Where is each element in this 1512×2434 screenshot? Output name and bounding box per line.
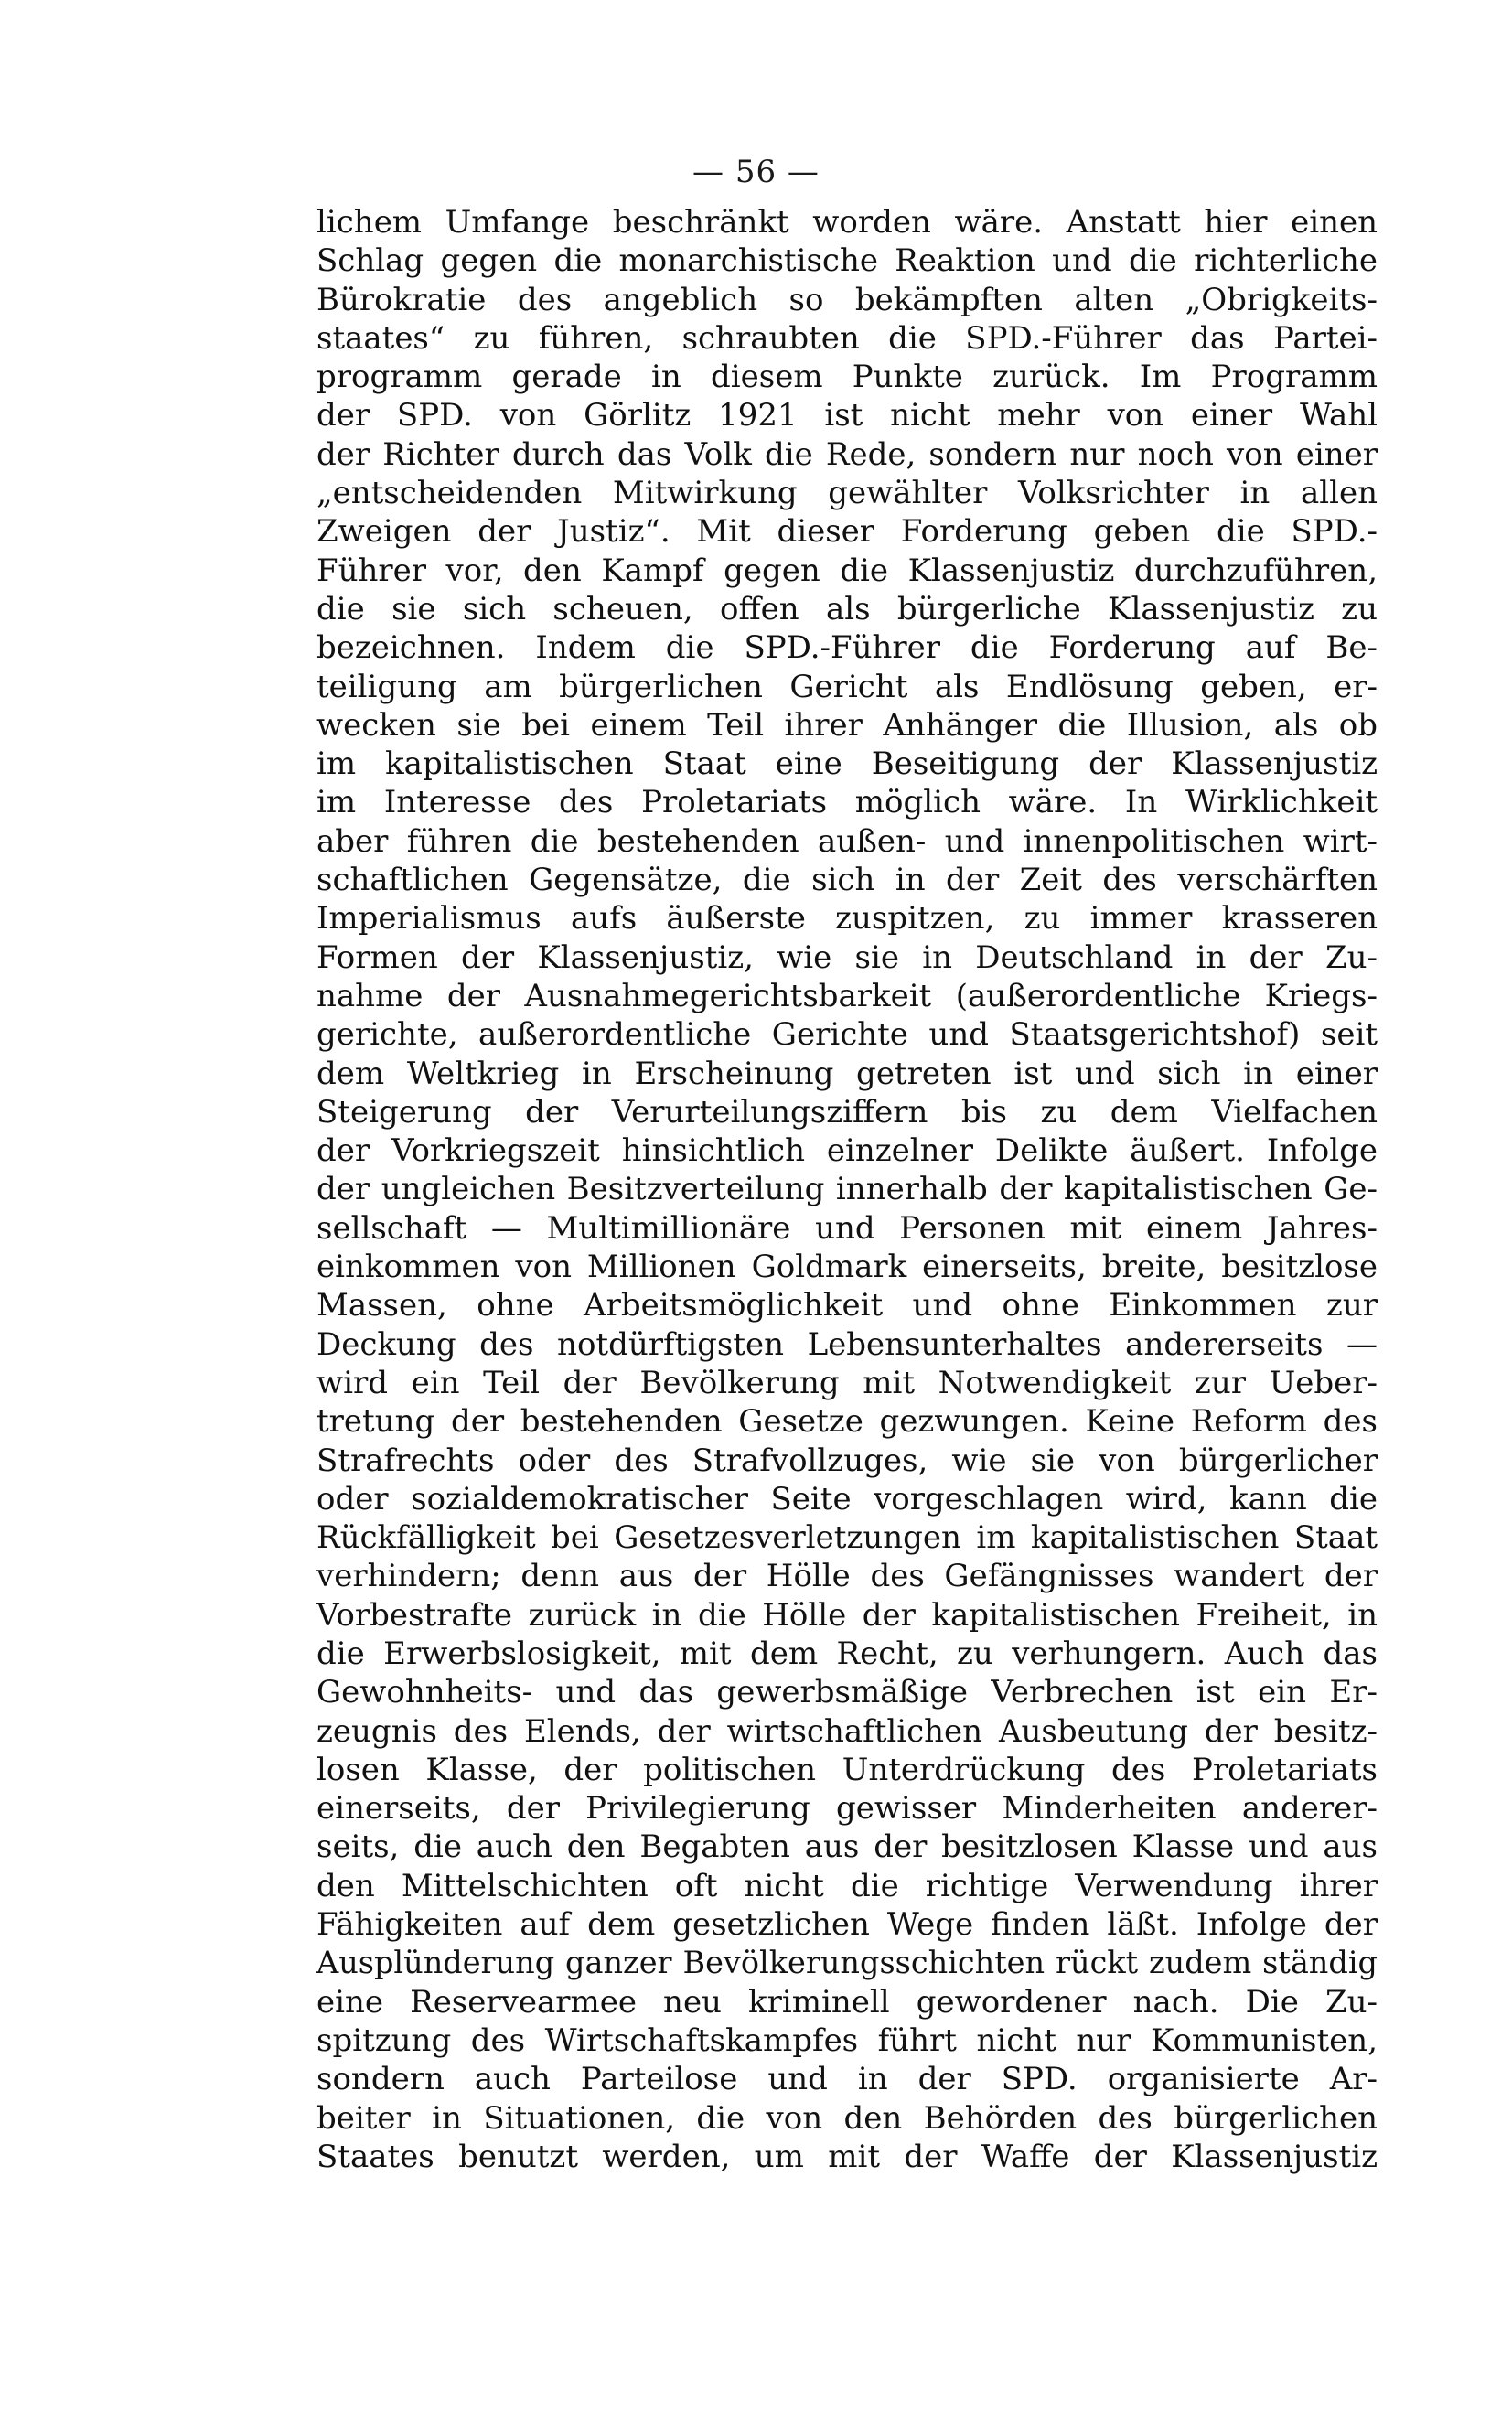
text-line: gerichte, außerordentliche Gerichte und Staatsgerichtshof) seit [316, 1016, 1378, 1054]
body-text [316, 203, 1378, 2176]
text-line: Schlag gegen die monarchistische Reaktion und die richterliche [316, 242, 1378, 280]
text-line: der SPD. von Görlitz 1921 ist nicht mehr von einer Wahl [316, 397, 1378, 434]
text-line: schaftlichen Gegensätze, die sich in der Zeit des verschärften [316, 862, 1378, 899]
text-line: im Interesse des Proletariats möglich wäre. In Wirklichkeit [316, 784, 1378, 821]
text-line: den Mittelschichten oft nicht die richtige Verwendung ihrer [316, 1867, 1378, 1904]
text-line: losen Klasse, der politischen Unterdrückung des Proletariats [316, 1751, 1378, 1788]
text-line: Steigerung der Verurteilungsziffern bis zu dem Vielfachen [316, 1093, 1378, 1131]
text-line: staates“ zu führen, schraubten die SPD.-Führer das Partei- [316, 319, 1378, 357]
text-line: oder sozialdemokratischer Seite vorgeschlagen wird, kann die [316, 1480, 1378, 1517]
text-line: tretung der bestehenden Gesetze gezwungen. Keine Reform des [316, 1403, 1378, 1441]
text-line: sellschaft — Multimillionäre und Personen mit einem Jahres- [316, 1209, 1378, 1247]
text-line: beiter in Situationen, die von den Behörden des bürgerlichen [316, 2099, 1378, 2137]
text-line: sondern auch Parteilose und in der SPD. organisierte Ar- [316, 2061, 1378, 2098]
text-line: die Erwerbslosigkeit, mit dem Recht, zu verhungern. Auch das [316, 1635, 1378, 1672]
page-number: — 56 — [692, 154, 820, 190]
text-line: Massen, ohne Arbeitsmöglichkeit und ohne Einkommen zur [316, 1287, 1378, 1324]
text-line: Formen der Klassenjustiz, wie sie in Deutschland in der Zu- [316, 938, 1378, 976]
text-line: wecken sie bei einem Teil ihrer Anhänger die Illusion, als ob [316, 706, 1378, 744]
text-line: nahme der Ausnahmegerichtsbarkeit (außerordentliche Kriegs- [316, 977, 1378, 1014]
text-line: dem Weltkrieg in Erscheinung getreten ist und sich in einer [316, 1055, 1378, 1092]
text-line: Führer vor, den Kampf gegen die Klassenjustiz durchzuführen, [316, 552, 1378, 589]
text-line: programm gerade in diesem Punkte zurück. Im Programm [316, 359, 1378, 396]
text-line: Fähigkeiten auf dem gesetzlichen Wege finden läßt. Infolge der [316, 1906, 1378, 1944]
text-line: Zweigen der Justiz“. Mit dieser Forderung geben die SPD.- [316, 513, 1378, 551]
text-line: spitzung des Wirtschaftskampfes führt nicht nur Kommunisten, [316, 2021, 1378, 2059]
text-line: bezeichnen. Indem die SPD.-Führer die Forderung auf Be- [316, 629, 1378, 667]
text-line: „entscheidenden Mitwirkung gewählter Volksrichter in allen [316, 475, 1378, 512]
text-line: Strafrechts oder des Strafvollzuges, wie sie von bürgerlicher [316, 1442, 1378, 1479]
text-line: zeugnis des Elends, der wirtschaftlichen Ausbeutung der besitz- [316, 1712, 1378, 1750]
text-line: wird ein Teil der Bevölkerung mit Notwendigkeit zur Ueber- [316, 1364, 1378, 1401]
text-line: der Richter durch das Volk die Rede, sondern nur noch von einer [316, 435, 1378, 473]
text-line: Vorbestrafte zurück in die Hölle der kapitalistischen Freiheit, in [316, 1596, 1378, 1634]
text-line: Deckung des notdürftigsten Lebensunterhaltes andererseits — [316, 1325, 1378, 1363]
text-line: teiligung am bürgerlichen Gericht als Endlösung geben, er- [316, 668, 1378, 705]
text-line: der ungleichen Besitzverteilung innerhalb der kapitalistischen Ge- [316, 1171, 1378, 1208]
text-line: einerseits, der Privilegierung gewisser Minderheiten anderer- [316, 1790, 1378, 1828]
text-line: eine Reservearmee neu kriminell gewordener nach. Die Zu- [316, 1983, 1378, 2021]
text-line: seits, die auch den Begabten aus der besitzlosen Klasse und aus [316, 1828, 1378, 1866]
text-line: Bürokratie des angeblich so bekämpften alten „Obrigkeits- [316, 281, 1378, 318]
text-line: Staates benutzt werden, um mit der Waffe der Klassenjustiz [316, 2138, 1378, 2175]
text-line: die sie sich scheuen, offen als bürgerliche Klassenjustiz zu [316, 590, 1378, 627]
text-line: der Vorkriegszeit hinsichtlich einzelner Delikte äußert. Infolge [316, 1132, 1378, 1170]
text-line: verhindern; denn aus der Hölle des Gefängnisses wandert der [316, 1558, 1378, 1595]
text-line: einkommen von Millionen Goldmark einerseits, breite, besitzlose [316, 1249, 1378, 1286]
text-line: Rückfälligkeit bei Gesetzesverletzungen im kapitalistischen Staat [316, 1519, 1378, 1557]
text-line: im kapitalistischen Staat eine Beseitigung der Klassenjustiz [316, 745, 1378, 783]
text-line: Imperialismus aufs äußerste zuspitzen, zu immer krasseren [316, 900, 1378, 938]
text-line: Ausplünderung ganzer Bevölkerungsschichten rückt zudem ständig [316, 1945, 1378, 1981]
text-line: Gewohnheits- und das gewerbsmäßige Verbrechen ist ein Er- [316, 1674, 1378, 1711]
text-line: aber führen die bestehenden außen- und innenpolitischen wirt- [316, 822, 1378, 860]
text-line: lichem Umfange beschränkt worden wäre. Anstatt hier einen [316, 204, 1378, 241]
